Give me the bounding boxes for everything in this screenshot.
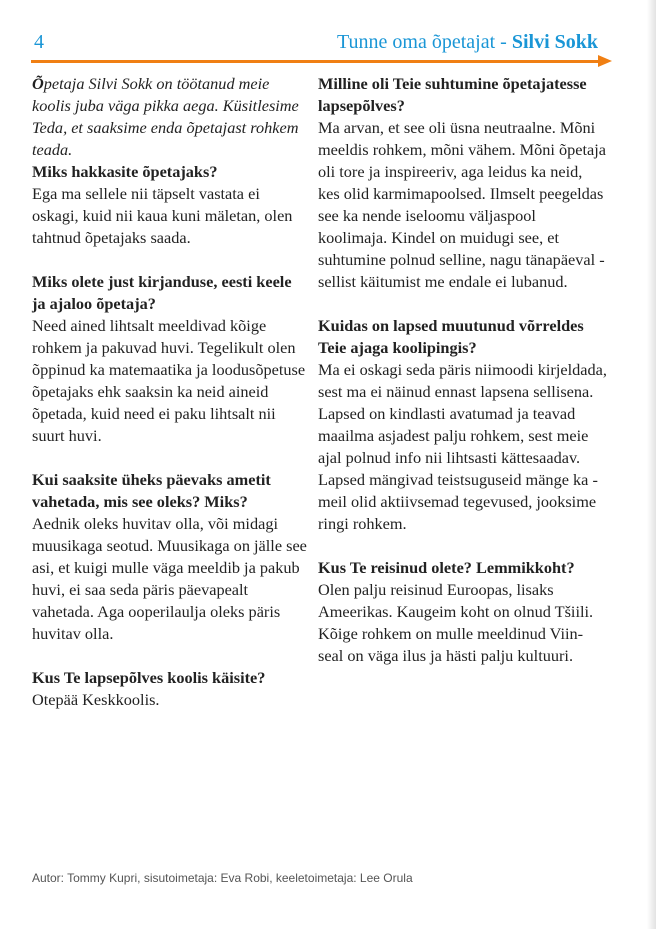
question: Miks hakkasite õpetajaks? bbox=[32, 162, 218, 181]
question: Kui saaksite üheks päevaks ametit vahetada, mis see oleks? Miks? bbox=[32, 470, 271, 511]
right-column bbox=[318, 73, 608, 689]
header-title-prefix: Tunne oma õpetajat - bbox=[337, 31, 512, 53]
qa-block bbox=[318, 315, 608, 535]
answer: Olen palju reisinud Euroopas, lisaks Ameerikas. Kaugeim koht on olnud Tšiili. Kõige rohkem on mulle meeldinud Viin- seal on väga ilus ja hästi palju kultuuri. bbox=[318, 580, 594, 665]
question: Kus Te reisinud olete? Lemmikkoht? bbox=[318, 558, 575, 577]
page-edge-shadow bbox=[647, 0, 656, 929]
header-title bbox=[337, 31, 598, 54]
answer: Ma ei oskagi seda päris niimoodi kirjeldada, sest ma ei näinud ennast lapsena sellisena. Lapsed on kindlasti avatumad ja teavad maailma asjadest palju rohkem, sest meie ajal polnud info nii lihtsasti kättesaadav. Lapsed mängivad teistsuguseid mänge ka - meil olid aktiivsemad tegevused, jooksime ringi rohkem. bbox=[318, 360, 607, 533]
left-column bbox=[32, 73, 309, 733]
answer: Otepää Keskkoolis. bbox=[32, 690, 160, 709]
question: Kuidas on lapsed muutunud võrreldes Teie ajaga koolipingis? bbox=[318, 316, 584, 357]
qa-block bbox=[318, 73, 608, 293]
header-rule bbox=[31, 60, 600, 63]
qa-block bbox=[32, 271, 309, 447]
answer: Ma arvan, et see oli üsna neutraalne. Mõni meeldis rohkem, mõni vähem. Mõni õpetaja oli tore ja inspireeriv, aga leidus ka neid, kes olid karmimapoolsed. Ilmselt peegeldas see ka nende iseloomu väljaspool koolimaja. Kindel on muidugi see, et suhtumine polnud selline, nagu tänapäeval - sellist käitumist me endale ei lubanud. bbox=[318, 118, 607, 291]
answer: Ega ma sellele nii täpselt vastata ei oskagi, kuid nii kaua kuni mäletan, olen tahtnud õpetajaks saada. bbox=[32, 184, 293, 247]
question: Kus Te lapsepõlves koolis käisite? bbox=[32, 668, 266, 687]
qa-block bbox=[32, 161, 309, 249]
intro-initial: Õ bbox=[32, 74, 44, 93]
answer: Aednik oleks huvitav olla, või midagi muusikaga seotud. Muusikaga on jälle see asi, et kuigi mulle väga meeldib ja pakub huvi, ei saa seda päris päevapealt vahetada. Aga ooperilaulja oleks päris huvitav olla. bbox=[32, 514, 307, 643]
header-title-name: Silvi Sokk bbox=[511, 31, 598, 53]
answer: Need ained lihtsalt meeldivad kõige rohkem ja pakuvad huvi. Tegelikult olen õppinud ka matemaatika ja loodusõpetuse õpetajaks ehk saaksin ka neid aineid õpetada, kuid need ei paku lihtsalt nii suurt huvi. bbox=[32, 316, 306, 445]
page-header bbox=[31, 28, 612, 58]
qa-block bbox=[318, 557, 608, 667]
page-number: 4 bbox=[34, 31, 44, 53]
intro-paragraph bbox=[32, 73, 309, 161]
question: Milline oli Teie suhtumine õpetajatesse lapsepõlves? bbox=[318, 74, 587, 115]
qa-block bbox=[32, 667, 309, 711]
qa-block bbox=[32, 469, 309, 645]
question: Miks olete just kirjanduse, eesti keele ja ajaloo õpetaja? bbox=[32, 272, 292, 313]
intro-text: petaja Silvi Sokk on töötanud meie koolis juba väga pikka aega. Küsitlesime Teda, et saaksime enda õpetajast rohkem teada. bbox=[32, 74, 299, 159]
footer-credits: Autor: Tommy Kupri, sisutoimetaja: Eva Robi, keeletoimetaja: Lee Orula bbox=[32, 871, 413, 885]
header-rule-arrow bbox=[598, 55, 612, 67]
